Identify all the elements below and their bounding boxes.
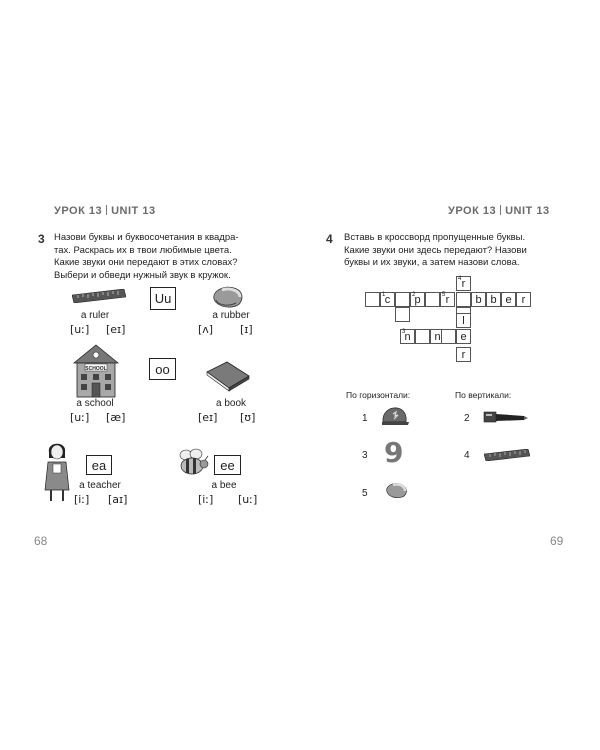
clue-number: 1	[362, 413, 368, 424]
clue-number: 4	[464, 450, 470, 461]
crossword-cell[interactable]	[425, 292, 440, 307]
word-ruler: a ruler	[80, 310, 110, 321]
sound-option[interactable]: [uː]	[238, 493, 258, 506]
crossword-cell[interactable]: l	[456, 313, 471, 328]
instruction-line: Назови буквы и буквосочетания в квадра-	[54, 232, 239, 243]
sound-option[interactable]: [ɪ]	[240, 323, 253, 336]
exercise-instructions	[344, 232, 556, 270]
clue-number: 3	[362, 450, 368, 461]
crossword-cell[interactable]: b	[471, 292, 486, 307]
exercise-number: 4	[326, 232, 333, 246]
crossword-cell[interactable]: 5 r	[440, 292, 455, 307]
page-number-right: 69	[550, 534, 564, 548]
cap-icon	[380, 406, 410, 428]
clue-number: 5	[362, 488, 368, 499]
left-page-header	[54, 205, 156, 217]
exercise-instructions	[54, 232, 266, 282]
lesson-label: УРОК 13	[54, 205, 103, 217]
instruction-line: Какие звуки они здесь передают? Назови	[344, 244, 527, 256]
word-rubber: a rubber	[212, 310, 250, 321]
sound-option[interactable]: [eɪ]	[198, 411, 218, 424]
letter-box-ea[interactable]: ea	[86, 455, 112, 475]
eraser-icon	[210, 285, 244, 309]
cell-number: 1	[382, 292, 386, 298]
pen-icon	[482, 410, 528, 424]
clue-number: 2	[464, 413, 470, 424]
letter-box-oo[interactable]: oo	[149, 358, 176, 380]
crossword-cell[interactable]	[456, 292, 471, 307]
across-clues-label: По горизонтали:	[346, 390, 411, 400]
crossword-cell[interactable]	[441, 329, 456, 344]
word-school: a school	[76, 398, 114, 409]
bee-icon	[176, 447, 210, 477]
eraser-icon	[384, 482, 408, 500]
sound-option[interactable]: [iː]	[198, 493, 214, 506]
sound-option[interactable]: [æ]	[106, 411, 126, 424]
sound-option[interactable]: [uː]	[70, 323, 90, 336]
crossword-cell[interactable]	[365, 292, 380, 307]
crossword-cell[interactable]	[395, 307, 410, 322]
crossword-cell[interactable]: e	[456, 329, 471, 344]
crossword-cell[interactable]: e	[501, 292, 516, 307]
school-building-icon	[72, 343, 120, 399]
crossword-cell[interactable]: b	[486, 292, 501, 307]
sound-option[interactable]: [uː]	[70, 411, 90, 424]
word-book: a book	[215, 398, 247, 409]
letter-box-uu[interactable]: Uu	[150, 287, 176, 310]
word-teacher: a teacher	[79, 480, 121, 491]
unit-label: UNIT 13	[505, 205, 550, 217]
sound-option[interactable]: [iː]	[74, 493, 90, 506]
book-icon	[205, 360, 251, 392]
lesson-label: УРОК 13	[448, 205, 497, 217]
letter-box-ee[interactable]: ee	[214, 455, 241, 475]
instruction-line: буквы и их звуки, а затем назови слова.	[344, 257, 520, 268]
sound-option[interactable]: [eɪ]	[106, 323, 126, 336]
school-sign: SCHOOL	[85, 366, 107, 372]
instruction-line: Вставь в кроссворд пропущенные буквы.	[344, 232, 526, 243]
crossword-cell[interactable]: r	[456, 347, 471, 362]
ruler-icon	[72, 289, 126, 303]
instruction-line: Какие звуки они передают в этих словах?	[54, 257, 238, 268]
crossword-cell[interactable]	[415, 329, 430, 344]
right-page-header	[448, 205, 550, 217]
page-number-left: 68	[34, 534, 48, 548]
cell-number: 4	[458, 276, 462, 282]
cell-number: 2	[412, 292, 416, 298]
crossword-cell[interactable]: n	[430, 329, 445, 344]
teacher-icon	[42, 438, 72, 504]
crossword-cell[interactable]: 3 n	[400, 329, 415, 344]
down-clues-label: По вертикали:	[455, 390, 512, 400]
crossword-cell[interactable]: r	[516, 292, 531, 307]
sound-option[interactable]: [aɪ]	[108, 493, 128, 506]
exercise-number: 3	[38, 232, 45, 246]
instruction-line: Выбери и обведи нужный звук в кружок.	[54, 269, 231, 281]
instruction-line: тах. Раскрась их в твои любимые цвета.	[54, 244, 232, 256]
sound-option[interactable]: [ʌ]	[198, 323, 214, 336]
ruler-icon	[484, 449, 530, 461]
crossword-cell[interactable]: 4 r	[456, 276, 471, 291]
crossword-cell[interactable]: 2 p	[410, 292, 425, 307]
number-nine-icon: 9	[384, 436, 404, 469]
word-bee: a bee	[211, 480, 237, 491]
sound-option[interactable]: [ʊ]	[240, 411, 256, 424]
crossword-cell[interactable]: 1 c	[380, 292, 395, 307]
cell-number: 3	[402, 329, 406, 335]
crossword-cell[interactable]	[395, 292, 410, 307]
unit-label: UNIT 13	[111, 205, 156, 217]
cell-number: 5	[442, 292, 446, 298]
